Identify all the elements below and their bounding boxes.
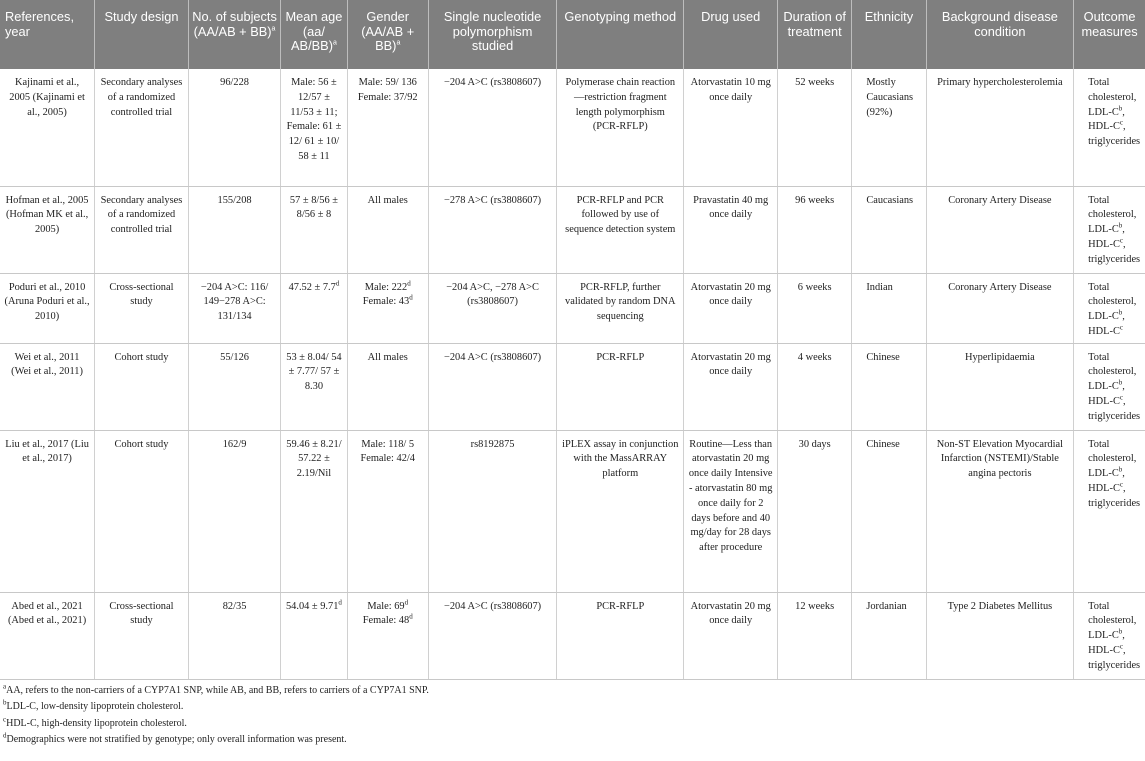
- cell-genotyping-method: PCR-RFLP, further validated by random DNA sequencing: [557, 273, 684, 343]
- table-row: [0, 592, 1145, 679]
- cell-reference: Wei et al., 2011 (Wei et al., 2011): [0, 343, 95, 430]
- cell-duration: 6 weeks: [778, 273, 852, 343]
- cell-genotyping-method: iPLEX assay in conjunction with the MassARRAY platform: [557, 430, 684, 592]
- header-study-design: Study design: [95, 0, 189, 69]
- cell-gender: Male: 59/ 136 Female: 37/92: [347, 69, 428, 186]
- cell-gender: Male: 69$^d$ Female: 48$^d$: [347, 592, 428, 679]
- cell-study-design: Cohort study: [95, 343, 189, 430]
- header-drug-used: Drug used: [684, 0, 778, 69]
- cell-genotyping-method: PCR-RFLP and PCR followed by use of sequence detection system: [557, 186, 684, 273]
- table-row: [0, 69, 1145, 186]
- cell-disease: Non-ST Elevation Myocardial Infarction (NSTEMI)/Stable angina pectoris: [926, 430, 1074, 592]
- cell-outcome: Total cholesterol, LDL-$C^b$, HDL-$C^c$, triglycerides: [1074, 186, 1145, 273]
- cell-subjects: 155/208: [188, 186, 281, 273]
- cell-subjects: 55/126: [188, 343, 281, 430]
- header-row: [0, 0, 1145, 69]
- cell-outcome: Total cholesterol, LDL-$C^b$, HDL-$C^c$, triglycerides: [1074, 69, 1145, 186]
- cell-outcome: Total cholesterol, LDL-$C^b$, HDL-$C^c$, triglycerides: [1074, 343, 1145, 430]
- table-row: [0, 343, 1145, 430]
- cell-mean-age: 54.04 ± 9.71$^d$: [281, 592, 347, 679]
- table-row: [0, 273, 1145, 343]
- header-ethnicity: Ethnicity: [852, 0, 926, 69]
- cell-drug: Atorvastatin 20 mg once daily: [684, 592, 778, 679]
- table-row: [0, 430, 1145, 592]
- footnote-a: $^a$AA, refers to the non-carriers of a CYP7A1 SNP, while AB, and BB, refers to carriers of a CYP7A1 SNP.: [3, 682, 429, 696]
- cell-duration: 96 weeks: [778, 186, 852, 273]
- cell-study-design: Secondary analyses of a randomized controlled trial: [95, 69, 189, 186]
- header-snp: Single nucleotide polymorphism studied: [428, 0, 556, 69]
- cell-ethnicity: Caucasians: [852, 186, 926, 273]
- cell-ethnicity: Chinese: [852, 343, 926, 430]
- cell-study-design: Cross-sectional study: [95, 592, 189, 679]
- footnote-b: $^b$LDL-C, low-density lipoprotein cholesterol.: [3, 698, 184, 713]
- cell-study-design: Secondary analyses of a randomized controlled trial: [95, 186, 189, 273]
- cell-snp: −278 A>C (rs3808607): [428, 186, 556, 273]
- cell-disease: Coronary Artery Disease: [926, 186, 1074, 273]
- cell-ethnicity: Jordanian: [852, 592, 926, 679]
- cell-subjects: 82/35: [188, 592, 281, 679]
- footnote-c: $^c$HDL-C, high-density lipoprotein cholesterol.: [3, 715, 187, 729]
- cell-reference: Kajinami et al., 2005 (Kajinami et al., 2005): [0, 69, 95, 186]
- cell-gender: Male: 118/ 5 Female: 42/4: [347, 430, 428, 592]
- cell-gender: All males: [347, 343, 428, 430]
- cell-mean-age: 53 ± 8.04/ 54 ± 7.77/ 57 ± 8.30: [281, 343, 347, 430]
- cell-disease: Coronary Artery Disease: [926, 273, 1074, 343]
- cell-duration: 52 weeks: [778, 69, 852, 186]
- cell-study-design: Cross-sectional study: [95, 273, 189, 343]
- cell-study-design: Cohort study: [95, 430, 189, 592]
- header-references: References, year: [0, 0, 95, 69]
- cell-drug: Pravastatin 40 mg once daily: [684, 186, 778, 273]
- cell-mean-age: Male: 56 ± 12/57 ± 11/53 ± 11; Female: 61 ± 12/ 61 ± 10/ 58 ± 11: [281, 69, 347, 186]
- header-disease: Background disease condition: [926, 0, 1074, 69]
- table-row: [0, 186, 1145, 273]
- cell-duration: 4 weeks: [778, 343, 852, 430]
- cell-reference: Abed et al., 2021 (Abed et al., 2021): [0, 592, 95, 679]
- header-gender: Gender (AA/AB + BB)$^a$: [347, 0, 428, 69]
- cell-reference: Liu et al., 2017 (Liu et al., 2017): [0, 430, 95, 592]
- cell-subjects: 162/9: [188, 430, 281, 592]
- header-duration: Duration of treatment: [778, 0, 852, 69]
- cell-disease: Primary hypercholesterolemia: [926, 69, 1074, 186]
- header-subjects: No. of subjects (AA/AB + BB)$^a$: [188, 0, 281, 69]
- cell-gender: All males: [347, 186, 428, 273]
- cell-ethnicity: Chinese: [852, 430, 926, 592]
- header-outcome: Outcome measures: [1074, 0, 1145, 69]
- cell-snp: rs8192875: [428, 430, 556, 592]
- cell-snp: −204 A>C, −278 A>C (rs3808607): [428, 273, 556, 343]
- cell-disease: Type 2 Diabetes Mellitus: [926, 592, 1074, 679]
- cell-genotyping-method: PCR-RFLP: [557, 343, 684, 430]
- cell-snp: −204 A>C (rs3808607): [428, 343, 556, 430]
- cell-subjects: 96/228: [188, 69, 281, 186]
- cell-subjects: −204 A>C: 116/ 149−278 A>C: 131/134: [188, 273, 281, 343]
- cell-drug: Routine—Less than atorvastatin 20 mg once daily Intensive - atorvastatin 80 mg once daily for 2 days before and 40 mg/day for 28 days after procedure: [684, 430, 778, 592]
- header-genotyping-method: Genotyping method: [557, 0, 684, 69]
- footnote-d: $^d$Demographics were not stratified by genotype; only overall information was present.: [3, 731, 347, 746]
- cell-mean-age: 59.46 ± 8.21/ 57.22 ± 2.19/Nil: [281, 430, 347, 592]
- cell-disease: Hyperlipidaemia: [926, 343, 1074, 430]
- cell-reference: Poduri et al., 2010 (Aruna Poduri et al., 2010): [0, 273, 95, 343]
- cell-duration: 30 days: [778, 430, 852, 592]
- cell-outcome: Total cholesterol, LDL-$C^b$, HDL-$C^c$, triglycerides: [1074, 430, 1145, 592]
- cell-drug: Atorvastatin 20 mg once daily: [684, 273, 778, 343]
- cell-gender: Male: 222$^d$ Female: 43$^d$: [347, 273, 428, 343]
- cell-genotyping-method: PCR-RFLP: [557, 592, 684, 679]
- header-mean-age: Mean age (aa/ AB/BB)$^a$: [281, 0, 347, 69]
- cell-ethnicity: Indian: [852, 273, 926, 343]
- cell-duration: 12 weeks: [778, 592, 852, 679]
- cell-snp: −204 A>C (rs3808607): [428, 592, 556, 679]
- cell-mean-age: 47.52 ± 7.7$^d$: [281, 273, 347, 343]
- cell-outcome: Total cholesterol, LDL-$C^b$, HDL-$C^c$, triglycerides: [1074, 592, 1145, 679]
- cell-outcome: Total cholesterol, LDL-$C^b$, HDL-$C^c$: [1074, 273, 1145, 343]
- cell-ethnicity: Mostly Caucasians (92%): [852, 69, 926, 186]
- footnotes: [0, 680, 1145, 749]
- cell-drug: Atorvastatin 20 mg once daily: [684, 343, 778, 430]
- cell-mean-age: 57 ± 8/56 ± 8/56 ± 8: [281, 186, 347, 273]
- cell-reference: Hofman et al., 2005 (Hofman MK et al., 2005): [0, 186, 95, 273]
- cell-drug: Atorvastatin 10 mg once daily: [684, 69, 778, 186]
- cell-snp: −204 A>C (rs3808607): [428, 69, 556, 186]
- cell-genotyping-method: Polymerase chain reaction—restriction fragment length polymorphism (PCR-RFLP): [557, 69, 684, 186]
